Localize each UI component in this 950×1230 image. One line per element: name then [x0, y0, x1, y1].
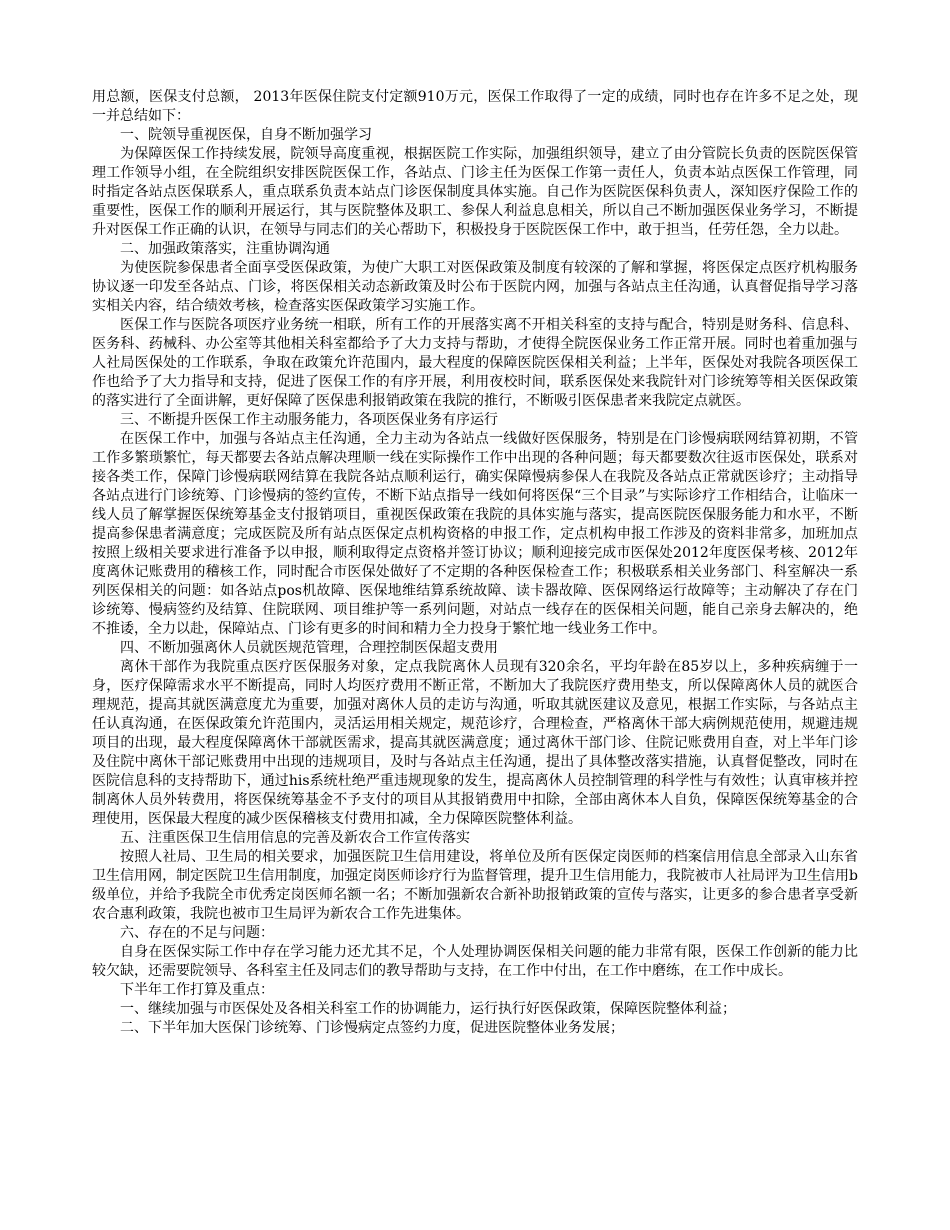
plan-item-1: 一、继续加强与市医保处及各相关科室工作的协调能力，运行执行好医保政策，保障医院整体利益； — [120, 1001, 736, 1017]
body-paragraph: 为保障医保工作持续发展，院领导高度重视，根据医院工作实际，加强组织领导，建立了由分管院长负责的医院医保管理工作领导小组，在全院组织安排医院医保工作，各站点、门诊主任为医保工作第一责任人，负责本站点医保工作管理，同时指定各站点医保联系人，重点联系负责本站点门诊医保制度具体实施。自己作为医院医保科负责人，深知医疗保险工作的重要性，医保工作的顺利开展运行，其与医院整体及职工、参保人利益息息相关，所以自己不断加强医保业务学习，不断提升对医保工作正确的认识，在领导与同志们的关心帮助下，积极投身于医院医保工作中，敢于担当，任劳任怨，全力以赴。 — [92, 146, 858, 238]
section-heading-3: 三、不断提升医保工作主动服务能力，各项医保业务有序运行 — [120, 412, 498, 428]
body-paragraph: 按照人社局、卫生局的相关要求，加强医院卫生信用建设，将单位及所有医保定岗医师的档案信用信息全部录入山东省卫生信用网，制定医院卫生信用制度，加强定岗医师诊疗行为监督管理，提升卫生信用能力，我院被市人社局评为卫生信用b级单位，并给予我院全市优秀定岗医师名额一名；不断加强新农合新补助报销政策的宣传与落实，让更多的参合患者享受新农合惠利政策，我院也被市卫生局评为新农合工作先进集体。 — [92, 849, 858, 922]
body-paragraph: 医保工作与医院各项医疗业务统一相联，所有工作的开展落实离不开相关科室的支持与配合，特别是财务科、信息科、医务科、药械科、办公室等其他相关科室都给予了大力支持与帮助，才使得全院医保业务工作正常开展。同时也着重加强与人社局医保处的工作联系，争取在政策允许范围内，最大程度的保障医院医保相关利益；上半年，医保处对我院各项医保工作也给予了大力指导和支持，促进了医保工作的有序开展，利用夜校时间，联系医保处来我院针对门诊统筹等相关医保政策的落实进行了全面讲解，更好保障了医保患利报销政策在我院的推行，不断吸引医保患者来我院定点就医。 — [92, 317, 858, 409]
plan-item-2: 二、下半年加大医保门诊统筹、门诊慢病定点签约力度，促进医院整体业务发展； — [120, 1020, 624, 1036]
plan-heading: 下半年工作打算及重点： — [120, 982, 274, 998]
body-paragraph: 离休干部作为我院重点医疗医保服务对象，定点我院离休人员现有320余名，平均年龄在85岁以上，多种疾病缠于一身，医疗保障需求水平不断提高，同时人均医疗费用不断正常，不断加大了我院医疗费用垫支，所以保障离休人员的就医合理规范，提高其就医满意度尤为重要，加强对离休人员的走访与沟通，听取其就医建议及意见，根据工作实际，与各站点主任认真沟通，在医保政策允许范围内，灵活运用相关规定，规范诊疗，合理检查，严格离休干部大病例规范使用，规避违规项目的出现，最大程度保障离休干部就医需求，提高其就医满意度；通过离休干部门诊、住院记账费用自查，对上半年门诊及住院中离休干部记账费用中出现的违规项目，及时与各站点主任沟通，提出了具体整改落实措施，认真督促整改，同时在医院信息科的支持帮助下，通过his系统杜绝严重违规现象的发生，提高离休人员控制管理的科学性与有效性；认真审核并控制离休人员外转费用，将医保统筹基金不予支付的项目从其报销费用中扣除，全部由离休本人自负，保障医保统筹基金的合理使用，医保最大程度的减少医保稽核支付费用扣减，全力保障医院整体利益。 — [92, 659, 858, 827]
section-heading-5: 五、注重医保卫生信用信息的完善及新农合工作宣传落实 — [120, 830, 470, 846]
section-heading-4: 四、不断加强离休人员就医规范管理，合理控制医保超支费用 — [120, 640, 498, 656]
intro-paragraph: 用总额，医保支付总额， 2013年医保住院支付定额910万元，医保工作取得了一定的成绩，同时也存在许多不足之处，现一并总结如下： — [92, 89, 858, 124]
section-heading-6: 六、存在的不足与问题： — [120, 925, 274, 941]
section-heading-1: 一、院领导重视医保，自身不断加强学习 — [120, 127, 372, 143]
section-heading-2: 二、加强政策落实，注重协调沟通 — [120, 241, 330, 257]
body-paragraph: 在医保工作中，加强与各站点主任沟通，全力主动为各站点一线做好医保服务，特别是在门诊慢病联网结算初期，不管工作多繁琐繁忙，每天都要去各站点解决理顺一线在实际操作工作中出现的各种问题；每天都要数次往返市医保处，联系对接各类工作，保障门诊慢病联网结算在我院各站点顺利运行，确实保障慢病参保人在我院及各站点正常就医诊疗；主动指导各站点进行门诊统筹、门诊慢病的签约宣传，不断下站点指导一线如何将医保“三个目录”与实际诊疗工作相结合，让临床一线人员了解掌握医保统筹基金支付报销项目，重视医保政策在我院的具体实施与落实，提高医院医保服务能力和水平，不断提高参保患者满意度；完成医院及所有站点医保定点机构资格的申报工作，定点机构申报工作涉及的资料非常多，加班加点按照上级相关要求进行准备予以申报，顺利取得定点资格并签订协议；顺利迎接完成市医保处2012年度医保考核、2012年度离休记账费用的稽核工作，同时配合市医保处做好了不定期的各种医保检查工作；积极联系相关业务部门、科室解决一系列医保相关的问题：如各站点pos机故障、医保地维结算系统故障、读卡器故障、医保网络运行故障等；主动解决了存在门诊统筹、慢病签约及结算、住院联网、项目维护等一系列问题，对站点一线存在的医保相关问题，能自己亲身去解决的，绝不推诿，全力以赴，保障站点、门诊有更多的时间和精力全力投身于繁忙地一线业务工作中。 — [92, 431, 858, 637]
body-paragraph: 为使医院参保患者全面享受医保政策，为使广大职工对医保政策及制度有较深的了解和掌握，将医保定点医疗机构服务协议逐一印发至各站点、门诊，将医保相关动态新政策及时公布于医院内网，加强与各站点主任沟通，认真督促指导学习落实相关内容，结合绩效考核，检查落实医保政策学习实施工作。 — [92, 260, 858, 314]
body-paragraph: 自身在医保实际工作中存在学习能力还尤其不足，个人处理协调医保相关问题的能力非常有限，医保工作创新的能力比较欠缺，还需要院领导、各科室主任及同志们的教导帮助与支持，在工作中付出，在工作中磨练，在工作中成长。 — [92, 944, 858, 979]
